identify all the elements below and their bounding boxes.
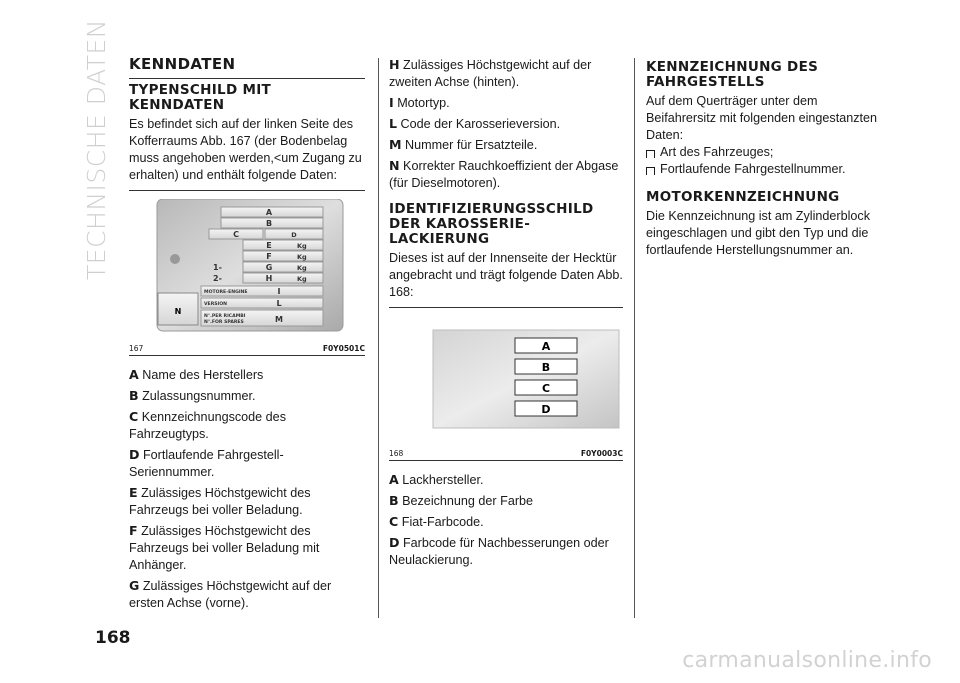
legend-letter: B: [389, 493, 399, 508]
subheading-typenschild: TYPENSCHILD MIT KENNDATEN: [129, 82, 272, 113]
legend-letter: A: [389, 472, 399, 487]
legend-item: [129, 484, 365, 519]
legend-item: [129, 577, 365, 612]
legend-item: [389, 471, 623, 489]
bullet-icon: [646, 150, 655, 158]
plate-field-label: N°.FOR SPARES: [204, 320, 244, 325]
plate-label: Kg: [297, 264, 307, 272]
legend-text: Motortyp.: [397, 96, 450, 110]
plate-label: A: [265, 208, 273, 217]
plate-field-label: MOTORE-ENGINE: [204, 290, 248, 295]
legend-text: Zulassungsnummer.: [142, 389, 256, 403]
legend-item: [389, 94, 623, 112]
legend-text: Zulässiges Höchstgewicht auf der zweiten Achse (hinten).: [389, 58, 592, 89]
plate-label: L: [276, 299, 282, 308]
heading-kennzeichnung-fahrgestell: KENNZEICHNUNG DES FAHRGESTELLS: [646, 59, 819, 90]
legend-text: Fortlaufende Fahrgestell-Seriennummer.: [129, 448, 284, 479]
legend-list-continued: [389, 56, 623, 192]
legend-item: [129, 387, 365, 405]
paint-plate-label: C: [541, 382, 551, 395]
heading-motorkennzeichnung: MOTORKENNZEICHNUNG: [646, 189, 840, 205]
legend-text: Kennzeichnungscode des Fahrzeugtyps.: [129, 410, 286, 441]
column-divider: [634, 58, 635, 618]
plate-cell: [243, 251, 323, 261]
legend-list: [129, 366, 365, 612]
plate-cell: [243, 273, 323, 283]
legend-text: Bezeichnung der Farbe: [402, 494, 534, 508]
plate-label: M: [275, 315, 283, 324]
plate-cell: [243, 240, 323, 250]
legend-text: Lackhersteller.: [402, 473, 484, 487]
engine-text: Die Kennzeichnung ist am Zylinderblock eingeschlagen und gibt den Typ und die fortlaufende Herstellungsnummer an.: [646, 209, 871, 257]
legend-letter: H: [389, 57, 400, 72]
legend-text: Zulässiges Höchstgewicht des Fahrzeugs bei voller Beladung.: [129, 486, 311, 517]
plate-label: I: [277, 287, 281, 296]
legend-item: [129, 522, 365, 574]
side-section-title: TECHNISCHE DATEN: [82, 18, 111, 280]
legend-item: [389, 513, 623, 531]
legend-letter: C: [129, 409, 139, 424]
legend-item: [389, 56, 623, 91]
legend-item: [129, 366, 365, 384]
column-3: [646, 56, 886, 259]
legend-letter: F: [129, 523, 138, 538]
legend-text: Zulässiges Höchstgewicht des Fahrzeugs bei voller Beladung mit Anhänger.: [129, 524, 320, 572]
legend-letter: D: [129, 447, 140, 462]
figure-caption: [129, 342, 365, 356]
figure-code: F0Y0003C: [580, 449, 623, 458]
legend-letter: A: [129, 367, 139, 382]
plate-label: Kg: [297, 275, 307, 283]
legend-text: Korrekter Rauchkoeffizient der Abgase (für Dieselmotoren).: [389, 159, 619, 190]
section-heading-kenndaten: KENNDATEN: [129, 56, 365, 79]
typenschild-illustration: [129, 199, 365, 335]
intro-text: Es befindet sich auf der linken Seite des Kofferraums Abb. 167 (der Bodenbelag muss angehoben werden,<um Zugang zu erhalten) und enthält folgende Daten:: [129, 117, 362, 182]
plate-label-n: N: [174, 307, 182, 316]
legend-letter: M: [389, 137, 402, 152]
bullet-item: Art des Fahrzeuges;: [646, 144, 886, 161]
paint-intro-text: Dieses ist auf der Innenseite der Hecktür angebracht und trägt folgende Daten Abb. 168:: [389, 251, 623, 299]
legend-item: [129, 408, 365, 443]
bullet-icon: [646, 167, 655, 175]
legend-text: Nummer für Ersatzteile.: [405, 138, 538, 152]
legend-letter: N: [389, 158, 400, 173]
column-2: [389, 56, 623, 572]
column-1: [129, 56, 365, 615]
bullet-item: Fortlaufende Fahrgestellnummer.: [646, 161, 886, 178]
plate-label: B: [265, 219, 273, 228]
rivet-icon: [170, 254, 180, 264]
legend-item: [389, 534, 623, 569]
lackierung-schild-illustration: [389, 316, 623, 440]
legend-letter: B: [129, 388, 139, 403]
paint-plate-label: A: [541, 340, 551, 353]
figure-number: 167: [129, 344, 144, 353]
paint-plate-label: B: [541, 361, 551, 374]
plate-label: C: [233, 230, 239, 239]
legend-item: [389, 492, 623, 510]
plate-label: 1-: [213, 263, 222, 272]
plate-label: 2-: [213, 274, 222, 283]
legend-letter: E: [129, 485, 138, 500]
heading-identifizierungsschild: IDENTIFIZIERUNGSSCHILD DER KAROSSERIE-LACKIERUNG: [389, 201, 594, 247]
plate-field-label: N°.PER RICAMBI: [204, 314, 246, 319]
paint-plate-label: D: [541, 403, 551, 416]
plate-cell: [243, 262, 323, 272]
plate-label: D: [291, 231, 297, 239]
legend-letter: I: [389, 95, 394, 110]
legend-text: Fiat-Farbcode.: [401, 515, 484, 529]
figure-167: [129, 199, 365, 356]
divider: [129, 190, 365, 191]
page-number: 168: [95, 628, 131, 648]
legend-item: [129, 446, 365, 481]
figure-caption: [389, 447, 623, 461]
legend-letter: L: [389, 116, 398, 131]
plate-field-label: VERSION: [204, 302, 227, 307]
legend-item: [389, 115, 623, 133]
legend-letter: C: [389, 514, 399, 529]
legend-text: Farbcode für Nachbesserungen oder Neulackierung.: [389, 536, 609, 567]
legend-text: Code der Karosserieversion.: [400, 117, 561, 131]
plate-label: Kg: [297, 242, 307, 250]
legend-item: [389, 136, 623, 154]
plate-label: F: [266, 252, 272, 261]
watermark: carmanualsonline.info: [682, 648, 932, 673]
figure-168: [389, 316, 623, 461]
figure-code: F0Y0501C: [322, 344, 365, 353]
plate-label: G: [265, 263, 273, 272]
plate-label: H: [265, 274, 273, 283]
legend-item: [389, 157, 623, 192]
legend-letter: D: [389, 535, 400, 550]
legend-text: Name des Herstellers: [142, 368, 264, 382]
chassis-text: Auf dem Querträger unter dem Beifahrersitz mit folgenden eingestanzten Daten:: [646, 94, 878, 142]
divider: [389, 307, 623, 308]
plate-label: Kg: [297, 253, 307, 261]
plate-label: E: [266, 241, 272, 250]
legend-text: Zulässiges Höchstgewicht auf der ersten Achse (vorne).: [129, 579, 332, 610]
paint-legend-list: [389, 471, 623, 569]
column-divider: [378, 58, 379, 618]
figure-number: 168: [389, 449, 404, 458]
legend-letter: G: [129, 578, 140, 593]
